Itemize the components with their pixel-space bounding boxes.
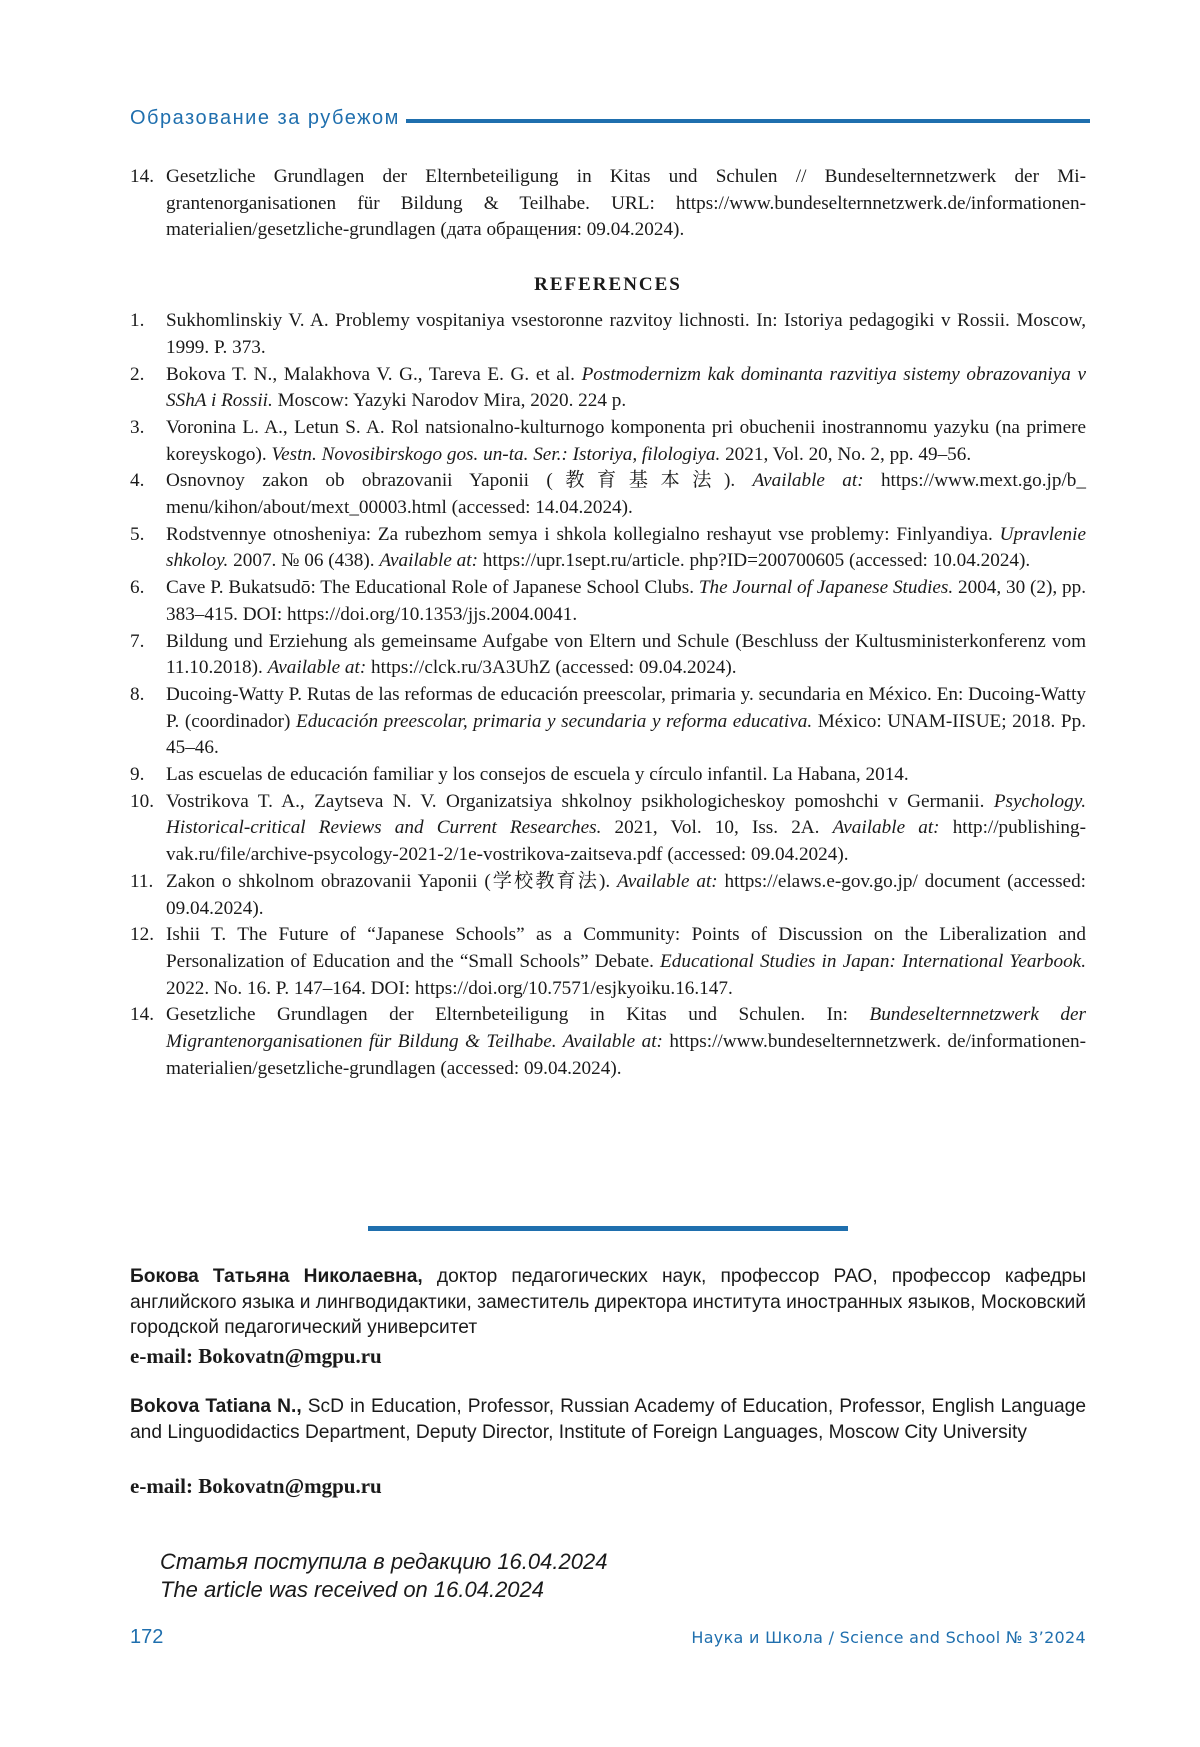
reference-item [130, 629, 1086, 682]
reference-number: 14. [130, 166, 154, 187]
reference-segment: https://www.bundeselternnetzwerk. de/informationen-materialien/gesetzliche-grundlagen (accessed: 09.04.2024). [166, 1031, 1086, 1079]
reference-text [166, 789, 1086, 869]
author-name-en: Bokova Tatiana N., [130, 1396, 302, 1417]
reference-segment: 2021, Vol. 10, Iss. 2A. [601, 817, 833, 839]
reference-segment: Ishii T. The Future of “Japanese Schools” as a Community: Points of Discussion on the Liberalization and Personalization of Education and the “Small Schools” Debate. [166, 924, 1086, 972]
reference-number: 7. [130, 630, 145, 652]
reference-number: 3. [130, 416, 145, 438]
reference-segment: Las escuelas de educación familiar y los consejos de escuela y círculo infantil. La Habana, 2014. [166, 764, 909, 786]
reference-segment: Sukhomlinskiy V. A. Problemy vospitaniya vsestoronne razvitoy lichnosti. In: Istoriya pedagogiki v Rossii. Moscow, 1999. P. 373. [166, 310, 1086, 358]
reference-segment: 2021, Vol. 20, No. 2, pp. 49–56. [720, 443, 972, 465]
reference-text: Gesetzliche Grundlagen der Elternbeteiligung in Kitas und Schulen // Bundeselternnetzwerk der Migrantenorganisationen für Bildung & Teilhabe. URL: https://www.bundeselternnetzwerk.de/informationen-materialien/gesetzliche-grundlagen (дата обращения: 09.04.2024). [166, 166, 1086, 241]
reference-segment: Rodstvennye otnosheniya: Za rubezhom semya i shkola kollegialno reshayut vse problemy: Finlyandiya. [166, 523, 1000, 545]
top-reference-item [130, 164, 1086, 244]
reference-segment: http://publishing-vak.ru/file/archive-psycology-2021-2/1e-vostrikova-zaitseva.pdf (accessed: 09.04.2024). [166, 817, 1086, 866]
reference-number: 8. [130, 683, 145, 705]
reference-italic-segment: Upravlenie shkoloy. [166, 523, 1086, 572]
reference-number: 14. [130, 1004, 154, 1026]
reference-italic-segment: Vestn. Novosibirskogo gos. un-ta. Ser.: Istoriya, filologiya. [271, 443, 721, 465]
reference-number: 6. [130, 577, 145, 599]
reference-segment: 2007. № 06 (438). [228, 550, 380, 572]
reference-segment: Gesetzliche Grundlagen der Elternbeteiligung in Kitas und Schulen. In: [166, 1004, 870, 1026]
reference-segment: Osnovnoy zakon ob obrazovanii Yaponii (教育基本法). [166, 470, 753, 492]
reference-text [166, 522, 1086, 575]
reference-item [130, 1002, 1086, 1082]
references-heading: REFERENCES [534, 274, 682, 296]
author-bio-ru [130, 1264, 1086, 1341]
reference-text [166, 415, 1086, 468]
reference-item [130, 869, 1086, 922]
reference-italic-segment: Available at: [379, 550, 478, 572]
running-header [130, 104, 1090, 132]
reference-segment: Moscow: Yazyki Narodov Mira, 2020. 224 p. [272, 390, 627, 412]
reference-item [130, 415, 1086, 468]
reference-text [166, 1002, 1086, 1082]
references-list [130, 308, 1086, 1082]
reference-number: 11. [130, 870, 154, 892]
reference-number: 5. [130, 523, 145, 545]
author-details-ru: доктор педагогических наук, профессор РАО, профессор кафедры английского языка и лингводидактики, заместитель директора института иностранных языков, Московский городской педагогический университет [130, 1266, 1086, 1338]
reference-segment: Vostrikova T. A., Zaytseva N. V. Organizatsiya shkolnoy psikhologicheskoy pomoshchi v Germanii. [166, 790, 994, 812]
reference-number: 2. [130, 363, 145, 385]
received-en: The article was received on 16.04.2024 [160, 1577, 545, 1602]
reference-content [130, 164, 1086, 1083]
reference-item [130, 575, 1086, 628]
reference-italic-segment: Psychology. Historical-critical Reviews and Current Researches. [166, 790, 1086, 839]
reference-segment: Bokova T. N., Malakhova V. G., Tareva E. G. et al. [166, 363, 582, 385]
reference-text [166, 575, 1086, 628]
reference-italic-segment: Available at: [267, 657, 367, 679]
header-rule [406, 119, 1090, 123]
section-divider [368, 1226, 848, 1231]
reference-italic-segment: Educational Studies in Japan: International Yearbook. [660, 950, 1086, 972]
journal-footer: Наука и Школа / Science and School № 3’2024 [691, 1628, 1086, 1647]
reference-text [166, 762, 1086, 789]
reference-segment: https://clck.ru/3A3UhZ (accessed: 09.04.2024). [366, 657, 737, 679]
received-ru: Статья поступила в редакцию 16.04.2024 [160, 1549, 608, 1574]
reference-segment: México: UNAM-IISUE; 2018. Pp. 45–46. [166, 710, 1086, 759]
author-email-en: e-mail: Bokovatn@mgpu.ru [130, 1474, 382, 1498]
reference-number: 1. [130, 310, 145, 332]
reference-italic-segment: Postmodernizm kak dominanta razvitiya sistemy obrazovaniya v SShA i Rossii. [166, 363, 1086, 412]
page-number: 172 [130, 1626, 164, 1648]
reference-segment: Cave P. Bukatsudō: The Educational Role of Japanese School Clubs. [166, 577, 699, 599]
reference-text [166, 308, 1086, 361]
reference-segment: 2022. No. 16. P. 147–164. DOI: https://doi.org/10.7571/esjkyoiku.16.147. [166, 977, 733, 999]
author-details-en: ScD in Education, Professor, Russian Academy of Education, Professor, English Language and Linguodidactics Department, Deputy Director, Institute of Foreign Languages, Moscow City University [130, 1396, 1086, 1443]
reference-text [166, 362, 1086, 415]
reference-item [130, 682, 1086, 762]
author-email-ru: e-mail: Bokovatn@mgpu.ru [130, 1344, 382, 1368]
reference-segment: https://elaws.e-gov.go.jp/ document (accessed: 09.04.2024). [166, 870, 1086, 919]
author-name-ru: Бокова Татьяна Николаевна, [130, 1266, 423, 1287]
reference-italic-segment: Available at: [832, 817, 940, 839]
reference-item [130, 308, 1086, 361]
reference-item [130, 362, 1086, 415]
reference-number: 4. [130, 470, 145, 492]
reference-italic-segment: Available at: [617, 870, 718, 892]
reference-segment: 2004, 30 (2), pp. 383–415. DOI: https://doi.org/10.1353/jjs.2004.0041. [166, 577, 1087, 625]
reference-segment: https://upr.1sept.ru/article. php?ID=200700605 (accessed: 10.04.2024). [477, 550, 1031, 572]
reference-number: 9. [130, 764, 145, 786]
reference-item [130, 468, 1086, 521]
reference-text [166, 682, 1086, 762]
reference-item [130, 922, 1086, 1002]
author-bio-en [130, 1394, 1086, 1445]
reference-item [130, 522, 1086, 575]
reference-segment: https://www.mext.go.jp/b_ menu/kihon/about/mext_00003.html (accessed: 14.04.2024). [166, 470, 1086, 519]
reference-italic-segment: Bundeselternnetzwerk der Migrantenorganisationen für Bildung & Teilhabe. Available at: [166, 1004, 1086, 1053]
reference-text [166, 629, 1086, 682]
reference-item [130, 762, 1086, 789]
reference-item [130, 789, 1086, 869]
reference-segment: Ducoing-Watty P. Rutas de las reformas de educación preescolar, primaria y. secundaria en México. En: Ducoing-Watty P. (coordinador) [166, 683, 1086, 732]
reference-italic-segment: Educación preescolar, primaria y secundaria y reforma educativa. [295, 710, 813, 732]
reference-text [166, 869, 1086, 922]
section-title: Образование за рубежом [130, 106, 400, 129]
reference-segment: Zakon o shkolnom obrazovanii Yaponii (学校教育法). [166, 870, 618, 892]
reference-text [166, 468, 1086, 521]
received-note [160, 1548, 607, 1604]
reference-number: 10. [130, 790, 154, 812]
reference-italic-segment: Available at: [752, 470, 864, 492]
reference-segment: Voronina L. A., Letun S. A. Rol natsionalno-kulturnogo komponenta pri obuchenii inostrannomu yazyku (na primere koreyskogo). [166, 416, 1086, 465]
reference-number: 12. [130, 924, 154, 946]
reference-text [166, 922, 1086, 1002]
reference-italic-segment: The Journal of Japanese Studies. [698, 577, 954, 599]
reference-segment: Bildung und Erziehung als gemeinsame Aufgabe von Eltern und Schule (Beschluss der Kultusministerkonferenz vom 11.10.2018). [166, 630, 1086, 679]
